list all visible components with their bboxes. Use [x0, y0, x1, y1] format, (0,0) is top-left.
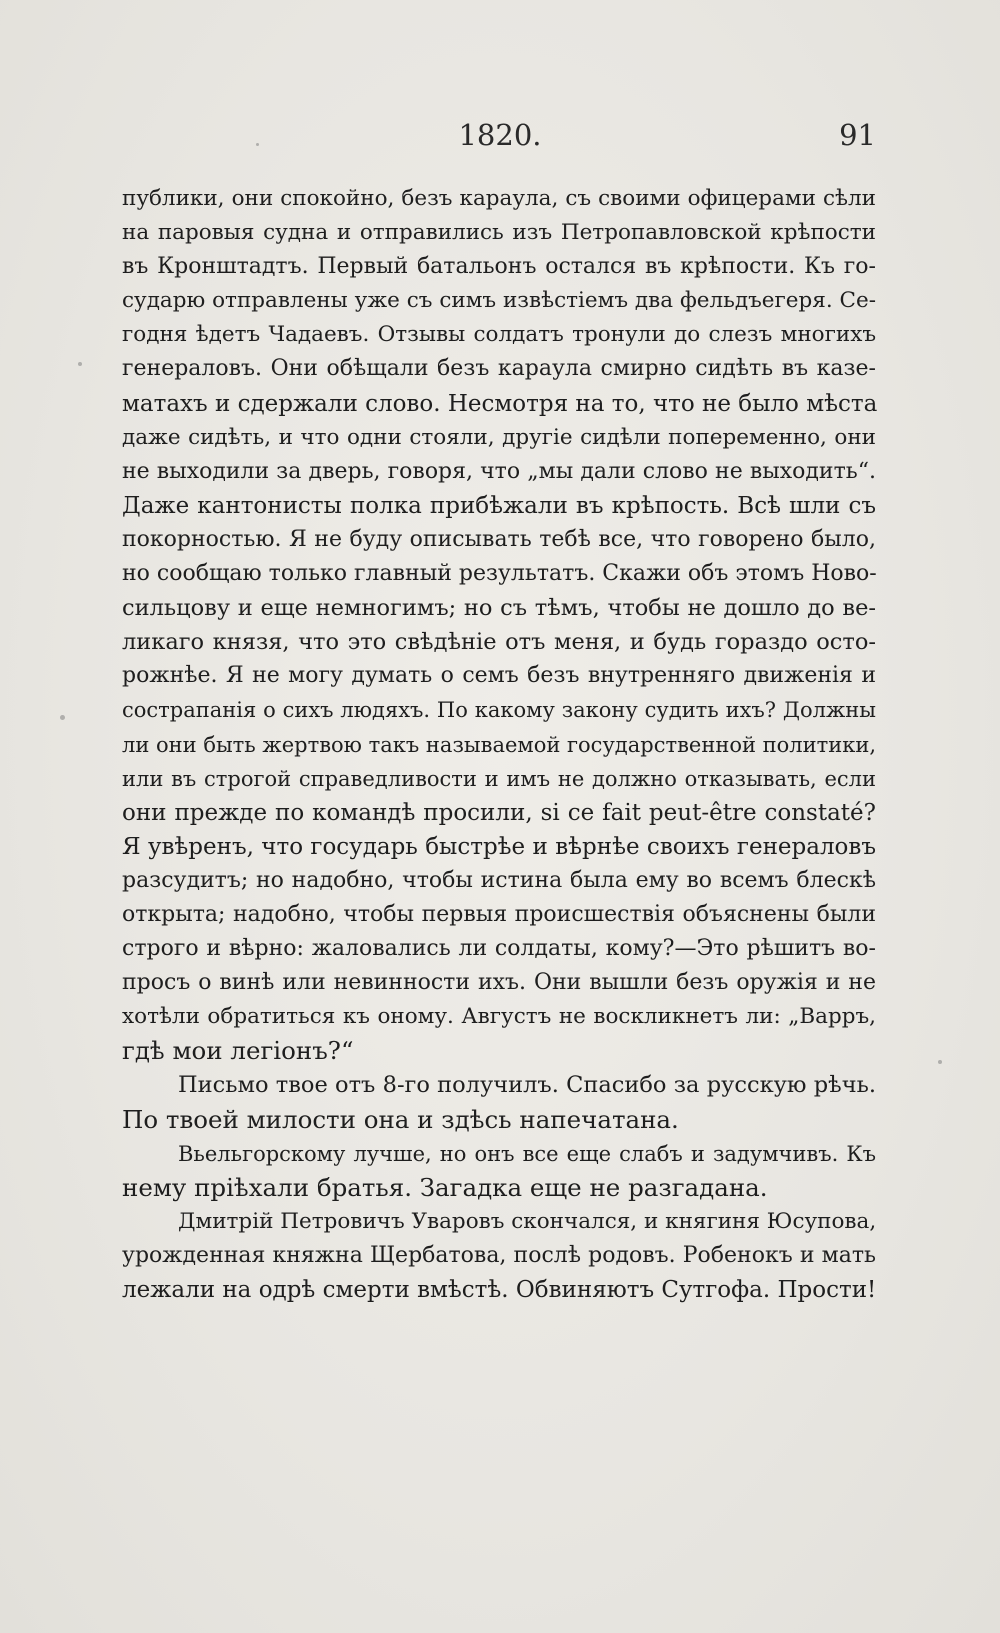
paper-speck [78, 362, 82, 366]
text-line: не выходили за дверь, говоря, что „мы дали слово не выходить“. [122, 458, 876, 484]
text-line: Письмо твое отъ 8-го получилъ. Спасибо за русскую рѣчь. [178, 1072, 876, 1099]
text-line: Я увѣренъ, что государь быстрѣе и вѣрнѣе своихъ генераловъ [122, 833, 876, 860]
text-line: ликаго князя, что это свѣдѣніе отъ меня, и будь гораздо осто- [122, 629, 876, 656]
running-head [120, 118, 880, 158]
paragraph-3 [122, 1137, 876, 1205]
text-line: на паровыя судна и отправились изъ Петропавловской крѣпости [122, 220, 876, 246]
text-line: даже сидѣть, и что одни стояли, другіе сидѣли попеременно, они [122, 424, 876, 450]
paper-speck [938, 1060, 942, 1064]
paragraph-1 [122, 182, 876, 1068]
running-head-year: 1820. [458, 118, 542, 152]
text-line: Даже кантонисты полка прибѣжали въ крѣпость. Всѣ шли съ [122, 492, 876, 519]
body-text [122, 182, 876, 1307]
paper-speck [256, 143, 259, 146]
text-line: строго и вѣрно: жаловались ли солдаты, кому?—Это рѣшитъ во- [122, 936, 876, 962]
paper-speck [60, 715, 65, 720]
text-line: генераловъ. Они обѣщали безъ караула смирно сидѣть въ казе- [122, 356, 876, 382]
text-line: Вьельгорскому лучше, но онъ все еще слабъ и задумчивъ. Къ [178, 1141, 876, 1166]
text-line: или въ строгой справедливости и имъ не должно отказывать, если [122, 766, 876, 791]
text-line: По твоей милости она и здѣсь напечатана. [122, 1104, 679, 1134]
paragraph-2 [122, 1068, 876, 1136]
text-line: покорностью. Я не буду описывать тебѣ все, что говорено было, [122, 526, 876, 552]
text-line: рожнѣе. Я не могу думать о семъ безъ внутренняго движенія и [122, 663, 876, 689]
text-line: урожденная княжна Щербатова, послѣ родовъ. Робенокъ и мать [122, 1242, 876, 1268]
text-line: просъ о винѣ или невинности ихъ. Они вышли безъ оружія и не [122, 970, 876, 996]
page-number: 91 [839, 118, 876, 152]
text-line: сильцову и еще немногимъ; но съ тѣмъ, чтобы не дошло до ве- [122, 595, 876, 622]
text-line: открыта; надобно, чтобы первыя происшествія объяснены были [122, 901, 876, 927]
text-line: нему пріѣхали братья. Загадка еще не разгадана. [122, 1172, 768, 1202]
text-line: сострапанія о сихъ людяхъ. По какому закону судить ихъ? Должны [122, 698, 876, 723]
text-line: въ Кронштадтъ. Первый батальонъ остался въ крѣпости. Къ го- [122, 254, 876, 280]
text-line: матахъ и сдержали слово. Несмотря на то, что не было мѣста [122, 390, 878, 417]
text-line: гдѣ мои легіонъ?“ [122, 1036, 354, 1066]
paragraph-4 [122, 1205, 876, 1307]
text-line: разсудитъ; но надобно, чтобы истина была ему во всемъ блескѣ [122, 867, 876, 893]
text-line: хотѣли обратиться къ оному. Августъ не воскликнетъ ли: „Варръ, [122, 1004, 876, 1030]
text-line: они прежде по командѣ просили, si ce fait peut-être constaté? [122, 799, 876, 826]
text-line: Дмитрій Петровичъ Уваровъ скончался, и княгиня Юсупова, [178, 1208, 877, 1234]
text-line: публики, они спокойно, безъ караула, съ своими офицерами сѣли [122, 186, 876, 211]
text-line: ли они быть жертвою такъ называемой государственной политики, [122, 732, 877, 757]
text-line: лежали на одрѣ смерти вмѣстѣ. Обвиняютъ Сутгофа. Прости! [122, 1277, 877, 1303]
text-line: но сообщаю только главный результатъ. Скажи объ этомъ Ново- [122, 561, 877, 587]
text-line: сударю отправлены уже съ симъ извѣстіемъ два фельдъегеря. Се- [122, 288, 876, 314]
text-line: годня ѣдетъ Чадаевъ. Отзывы солдатъ тронули до слезъ многихъ [122, 322, 876, 348]
